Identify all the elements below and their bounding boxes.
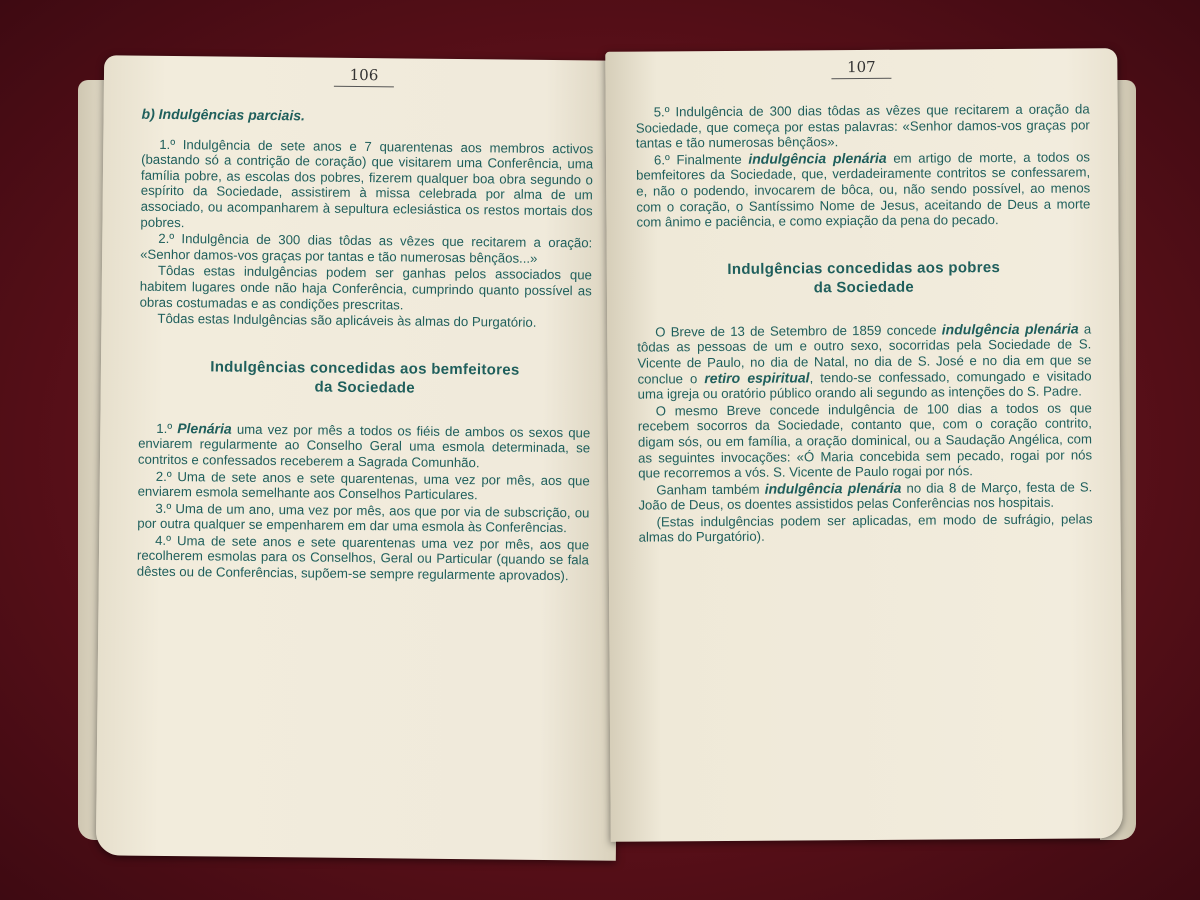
paragraph [138, 420, 590, 472]
paragraph: Tôdas estas Indulgências são aplicáveis às almas do Purgatório. [157, 310, 537, 330]
text-run: 1.º [156, 420, 178, 436]
paragraph: (Estas indulgências podem ser aplicadas, em modo de sufrágio, pelas almas do Purgatório). [638, 511, 1093, 546]
paragraph: 5.º Indulgência de 300 dias tôdas as vêzes que recitarem a oração da Sociedade, que começa por estas palavras: «Senhor damos-vos graças por tantas e tão numerosas bênçãos». [635, 101, 1090, 151]
emphasis-text: indulgência plenária [748, 149, 887, 167]
page-number-106: 106 [349, 65, 379, 85]
paragraph [638, 479, 1092, 513]
emphasis-text: retiro espiritual [704, 368, 810, 386]
section-title-line: Indulgências concedidas aos pobres [727, 258, 1001, 278]
paragraph: 4.º Uma de sete anos e sete quarentenas uma vez por mês, aos que recolherem esmolas para os Conselhos, Geral ou Particular (quando se fala dêstes ou de Conferências, supõem-se sempre regularmente aprovados). [136, 532, 590, 584]
section-title-benefactors [139, 356, 591, 399]
emphasis-text: indulgência plenária [941, 320, 1079, 338]
text-run: no dia 8 de Março, festa de S. João de Deus, os doentes assistidos pelas Conferências nos hospitais. [638, 479, 1093, 513]
section-title-poor [637, 257, 1091, 298]
section-title-line: da Sociedade [813, 278, 915, 297]
right-page-content [605, 77, 1120, 546]
paragraph: 1.º Indulgência de sete anos e 7 quarentenas aos membros activos (bastando só a contrição de coração) que visitarem uma Conferência, uma família pobre, as escolas dos pobres, fizerem qualquer boa obra segundo o espírito da Sociedade, assistirem à missa celebrada por alma de um associado, ou acompanharem à sepultura eclesiástica os restos mortais dos pobres. [140, 136, 594, 230]
right-page [605, 48, 1123, 842]
paragraph [637, 321, 1092, 402]
text-run: O Breve de 13 de Setembro de 1859 concede [655, 322, 942, 340]
emphasis-text: indulgência plenária [764, 479, 902, 497]
section-title-line: da Sociedade [314, 378, 415, 397]
paragraph: O mesmo Breve concede indulgência de 100 dias a todos os que recebem socorros da Sociedade, contanto que, com o coração contrito, digam sós, ou em família, a oração dominical, ou a Saudação Angélica, com as seguintes invocações: «Ó Maria concebida sem pecado, rogai por nós que recorremos a vós. S. Vicente de Paulo rogai por nós. [637, 400, 1093, 481]
text-run: a tôdas as pessoas de um e outro sexo, socorridas pela Sociedade de S. Vicente de Paulo, no dia de Natal, no dia de S. José e no dia em que se conclue o [637, 321, 1092, 387]
paragraph: 2.º Uma de sete anos e sete quarentenas, uma vez por mês, aos que enviarem esmola semelhante aos Conselhos Particulares. [137, 468, 590, 503]
emphasis-text: Plenária [177, 419, 232, 437]
left-page [96, 55, 624, 860]
paragraph: 3.º Uma de um ano, uma vez por mês, aos que por via de subscrição, ou por outra qualquer se empenharem em dar uma esmola às Conferências. [137, 500, 590, 536]
section-title-line: Indulgências concedidas aos bemfeitores [210, 358, 520, 379]
paragraph: 2.º Indulgência de 300 dias tôdas as vêzes que recitarem a oração: «Senhor damos-vos graças por tantas e tão numerosas bênçãos...» [140, 231, 593, 266]
left-page-content [99, 84, 624, 584]
subhead-partial-indulgences: b) Indulgências parciais. [141, 105, 306, 124]
paragraph: Tôdas estas indulgências podem ser ganhas pelos associados que habitem lugares onde não haja Conferência, cumprindo quanto possível as obras costumadas e as condições prescritas. [139, 263, 593, 312]
text-run: , tendo-se confessado, comungado e visitado uma igreja ou oratório público orando ali segundo as intenções do S. Padre. [637, 367, 1092, 402]
text-run: 6.º Finalmente [653, 151, 749, 168]
open-book [60, 40, 1160, 860]
text-run: uma vez por mês a todos os fiéis de ambos os sexos que enviarem regularmente ao Conselho Geral uma esmola determinada, se contritos e confessados receberem a Sagrada Comunhão. [137, 421, 591, 471]
text-run: Ganham também [656, 481, 765, 498]
paragraph [636, 149, 1091, 230]
page-number-107: 107 [846, 57, 876, 77]
text-run: em artigo de morte, a todos os bemfeitores da Sociedade, que, verdadeiramente contritos se confessarem, e, não o podendo, invocarem de bôca, ou, não sendo possível, ao menos com o coração, o Santíssimo Nome de Jesus, aceitando de Deus a morte com ânimo e paciência, e como expiação da pena do pecado. [636, 149, 1091, 230]
